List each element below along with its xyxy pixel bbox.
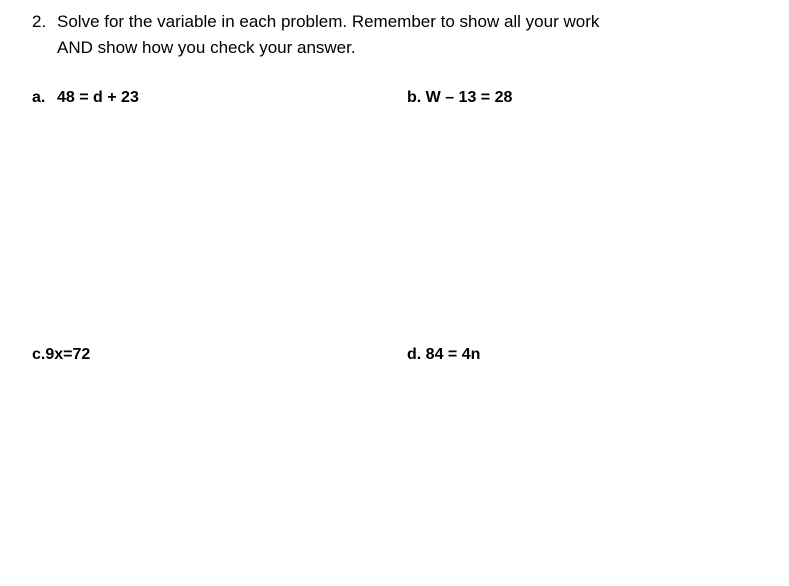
problem-label: b. bbox=[407, 89, 422, 106]
problem-label: c. bbox=[32, 346, 46, 363]
question-text-line-2: AND show how you check your answer. bbox=[57, 38, 356, 57]
problem-d bbox=[407, 345, 480, 365]
problem-equation: 48 = d + 23 bbox=[57, 89, 139, 106]
problem-label: a. bbox=[32, 89, 46, 106]
problem-label: d. bbox=[407, 346, 422, 363]
question-instructions bbox=[32, 9, 599, 61]
question-line-1 bbox=[32, 9, 599, 35]
problem-equation: W – 13 = 28 bbox=[421, 89, 513, 106]
problem-a bbox=[32, 88, 139, 108]
question-text-line-1: Solve for the variable in each problem. Remember to show all your work bbox=[57, 12, 600, 31]
question-number: 2. bbox=[32, 12, 47, 31]
problem-equation: 9x=72 bbox=[45, 346, 91, 363]
problem-b bbox=[407, 88, 512, 108]
problem-c bbox=[32, 345, 90, 365]
problem-equation: 84 = 4n bbox=[421, 346, 481, 363]
